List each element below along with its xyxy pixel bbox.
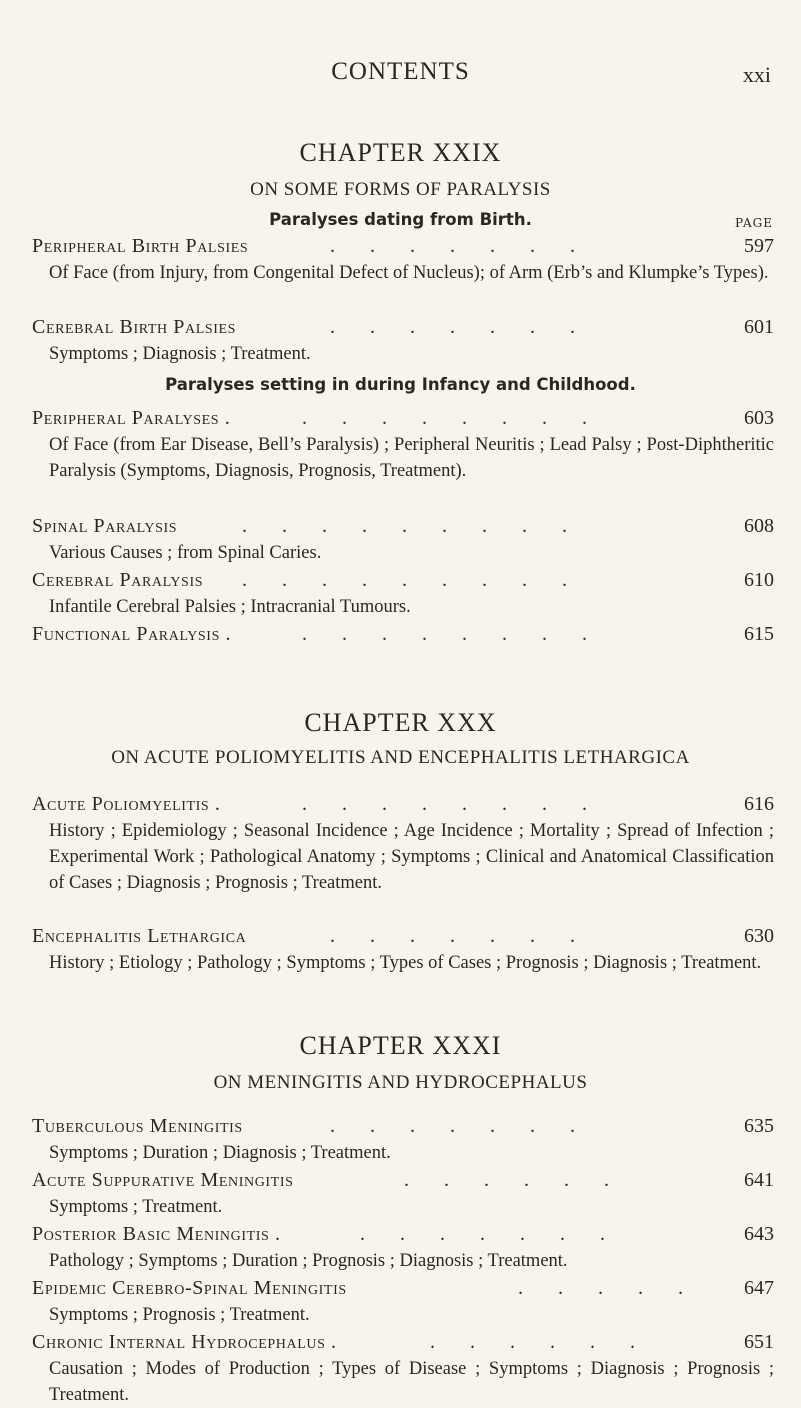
entry-title: Tuberculous Meningitis: [32, 1115, 243, 1137]
section-heading: Paralyses dating from Birth.: [269, 210, 532, 229]
entry-title: Peripheral Birth Palsies: [32, 235, 249, 257]
entry-page: 641: [744, 1169, 774, 1191]
chapter-subtitle: ON ACUTE POLIOMYELITIS AND ENCEPHALITIS LETHARGICA: [111, 747, 690, 768]
entry-description: Symptoms ; Duration ; Diagnosis ; Treatment.: [49, 1143, 391, 1163]
entry-page: 597: [744, 235, 774, 257]
entry-page: 647: [744, 1277, 774, 1299]
dot-leaders: . . . . . . . .: [302, 407, 587, 429]
entry-description: Of Face (from Injury, from Congenital Defect of Nucleus); of Arm (Erb’s and Klumpke’s Types).: [49, 263, 769, 283]
entry-description: Of Face (from Ear Disease, Bell’s Paralysis) ; Peripheral Neuritis ; Lead Palsy ; Post-Diphtheritic Paralysis (Symptoms, Diagnosis, Prognosis, Treatment).: [49, 435, 774, 481]
entry-title: Posterior Basic Meningitis .: [32, 1223, 281, 1245]
dot-leaders: . . . . . . . . .: [242, 515, 567, 537]
entry-title: Cerebral Birth Palsies: [32, 316, 237, 338]
page-column-label: PAGE: [735, 216, 773, 230]
chapter-heading: [0, 137, 801, 203]
dot-leaders: . . . . . . .: [360, 1223, 605, 1245]
entry-title: Peripheral Paralyses .: [32, 407, 231, 429]
entry-description: Causation ; Modes of Production ; Types of Disease ; Symptoms ; Diagnosis ; Prognosis ; Treatment.: [49, 1359, 774, 1405]
toc-entry[interactable]: [32, 1166, 774, 1220]
entry-title: Spinal Paralysis: [32, 515, 178, 537]
toc-entry[interactable]: [32, 313, 774, 367]
section-heading: Paralyses setting in during Infancy and Childhood.: [165, 375, 636, 394]
running-header: [0, 58, 801, 90]
entry-description: History ; Epidemiology ; Seasonal Incidence ; Age Incidence ; Mortality ; Spread of Infection ; Experimental Work ; Pathological Anatomy ; Symptoms ; Clinical and Anatomical Classification of Cases ; Diagnosis ; Prognosis ; Treatment.: [49, 821, 774, 893]
entry-page: 608: [744, 515, 774, 537]
page-number: xxi: [742, 62, 771, 87]
toc-entry[interactable]: [32, 404, 774, 484]
toc-entry[interactable]: [32, 1274, 774, 1328]
entry-description: Symptoms ; Treatment.: [49, 1197, 223, 1217]
dot-leaders: . . . . . . .: [330, 316, 575, 338]
toc-entry[interactable]: [32, 620, 774, 648]
entry-title: Encephalitis Lethargica: [32, 925, 247, 947]
chapter-title: CHAPTER XXIX: [299, 138, 502, 167]
toc-entry[interactable]: [32, 1220, 774, 1274]
entry-page: 610: [744, 569, 774, 591]
entry-title: Acute Poliomyelitis .: [32, 793, 221, 815]
toc-entry[interactable]: [32, 512, 774, 566]
dot-leaders: . . . . . . . .: [302, 623, 587, 645]
chapter-heading: [0, 707, 801, 771]
toc-entry[interactable]: [32, 922, 774, 976]
entry-page: 630: [744, 925, 774, 947]
entry-description: Symptoms ; Prognosis ; Treatment.: [49, 1305, 310, 1325]
dot-leaders: . . . . . . . .: [302, 793, 587, 815]
dot-leaders: . . . . . . . . .: [242, 569, 567, 591]
entry-page: 616: [744, 793, 774, 815]
entry-title: Acute Suppurative Meningitis: [32, 1169, 294, 1191]
entry-page: 601: [744, 316, 774, 338]
chapter-heading: [0, 1030, 801, 1096]
entry-title: Chronic Internal Hydrocephalus .: [32, 1331, 337, 1353]
toc-entry[interactable]: [32, 232, 774, 286]
toc-entry[interactable]: [32, 566, 774, 620]
entry-page: 643: [744, 1223, 774, 1245]
entry-page: 615: [744, 623, 774, 645]
chapter-title: CHAPTER XXX: [304, 708, 497, 737]
entry-page: 603: [744, 407, 774, 429]
entry-title: Epidemic Cerebro-Spinal Meningitis: [32, 1277, 347, 1299]
toc-entry[interactable]: [32, 1112, 774, 1166]
running-title: CONTENTS: [331, 58, 470, 85]
entry-title: Cerebral Paralysis: [32, 569, 204, 591]
dot-leaders: . . . . . . .: [330, 925, 575, 947]
entry-description: History ; Etiology ; Pathology ; Symptoms ; Types of Cases ; Prognosis ; Diagnosis ; Treatment.: [49, 953, 762, 973]
entry-description: Symptoms ; Diagnosis ; Treatment.: [49, 344, 311, 364]
dot-leaders: . . . . . .: [430, 1331, 635, 1353]
chapter-subtitle: ON SOME FORMS OF PARALYSIS: [250, 179, 551, 200]
entry-description: Pathology ; Symptoms ; Duration ; Prognosis ; Diagnosis ; Treatment.: [49, 1251, 568, 1271]
dot-leaders: . . . . .: [518, 1277, 683, 1299]
entry-description: Infantile Cerebral Palsies ; Intracranial Tumours.: [49, 597, 411, 617]
entry-title: Functional Paralysis .: [32, 623, 232, 645]
entry-page: 635: [744, 1115, 774, 1137]
entry-description: Various Causes ; from Spinal Caries.: [49, 543, 322, 563]
chapter-title: CHAPTER XXXI: [299, 1031, 502, 1060]
dot-leaders: . . . . . . .: [330, 235, 575, 257]
dot-leaders: . . . . . . .: [330, 1115, 575, 1137]
chapter-subtitle: ON MENINGITIS AND HYDROCEPHALUS: [213, 1072, 588, 1093]
toc-entry[interactable]: [32, 790, 774, 896]
dot-leaders: . . . . . .: [404, 1169, 609, 1191]
entry-page: 651: [744, 1331, 774, 1353]
toc-entry[interactable]: [32, 1328, 774, 1408]
